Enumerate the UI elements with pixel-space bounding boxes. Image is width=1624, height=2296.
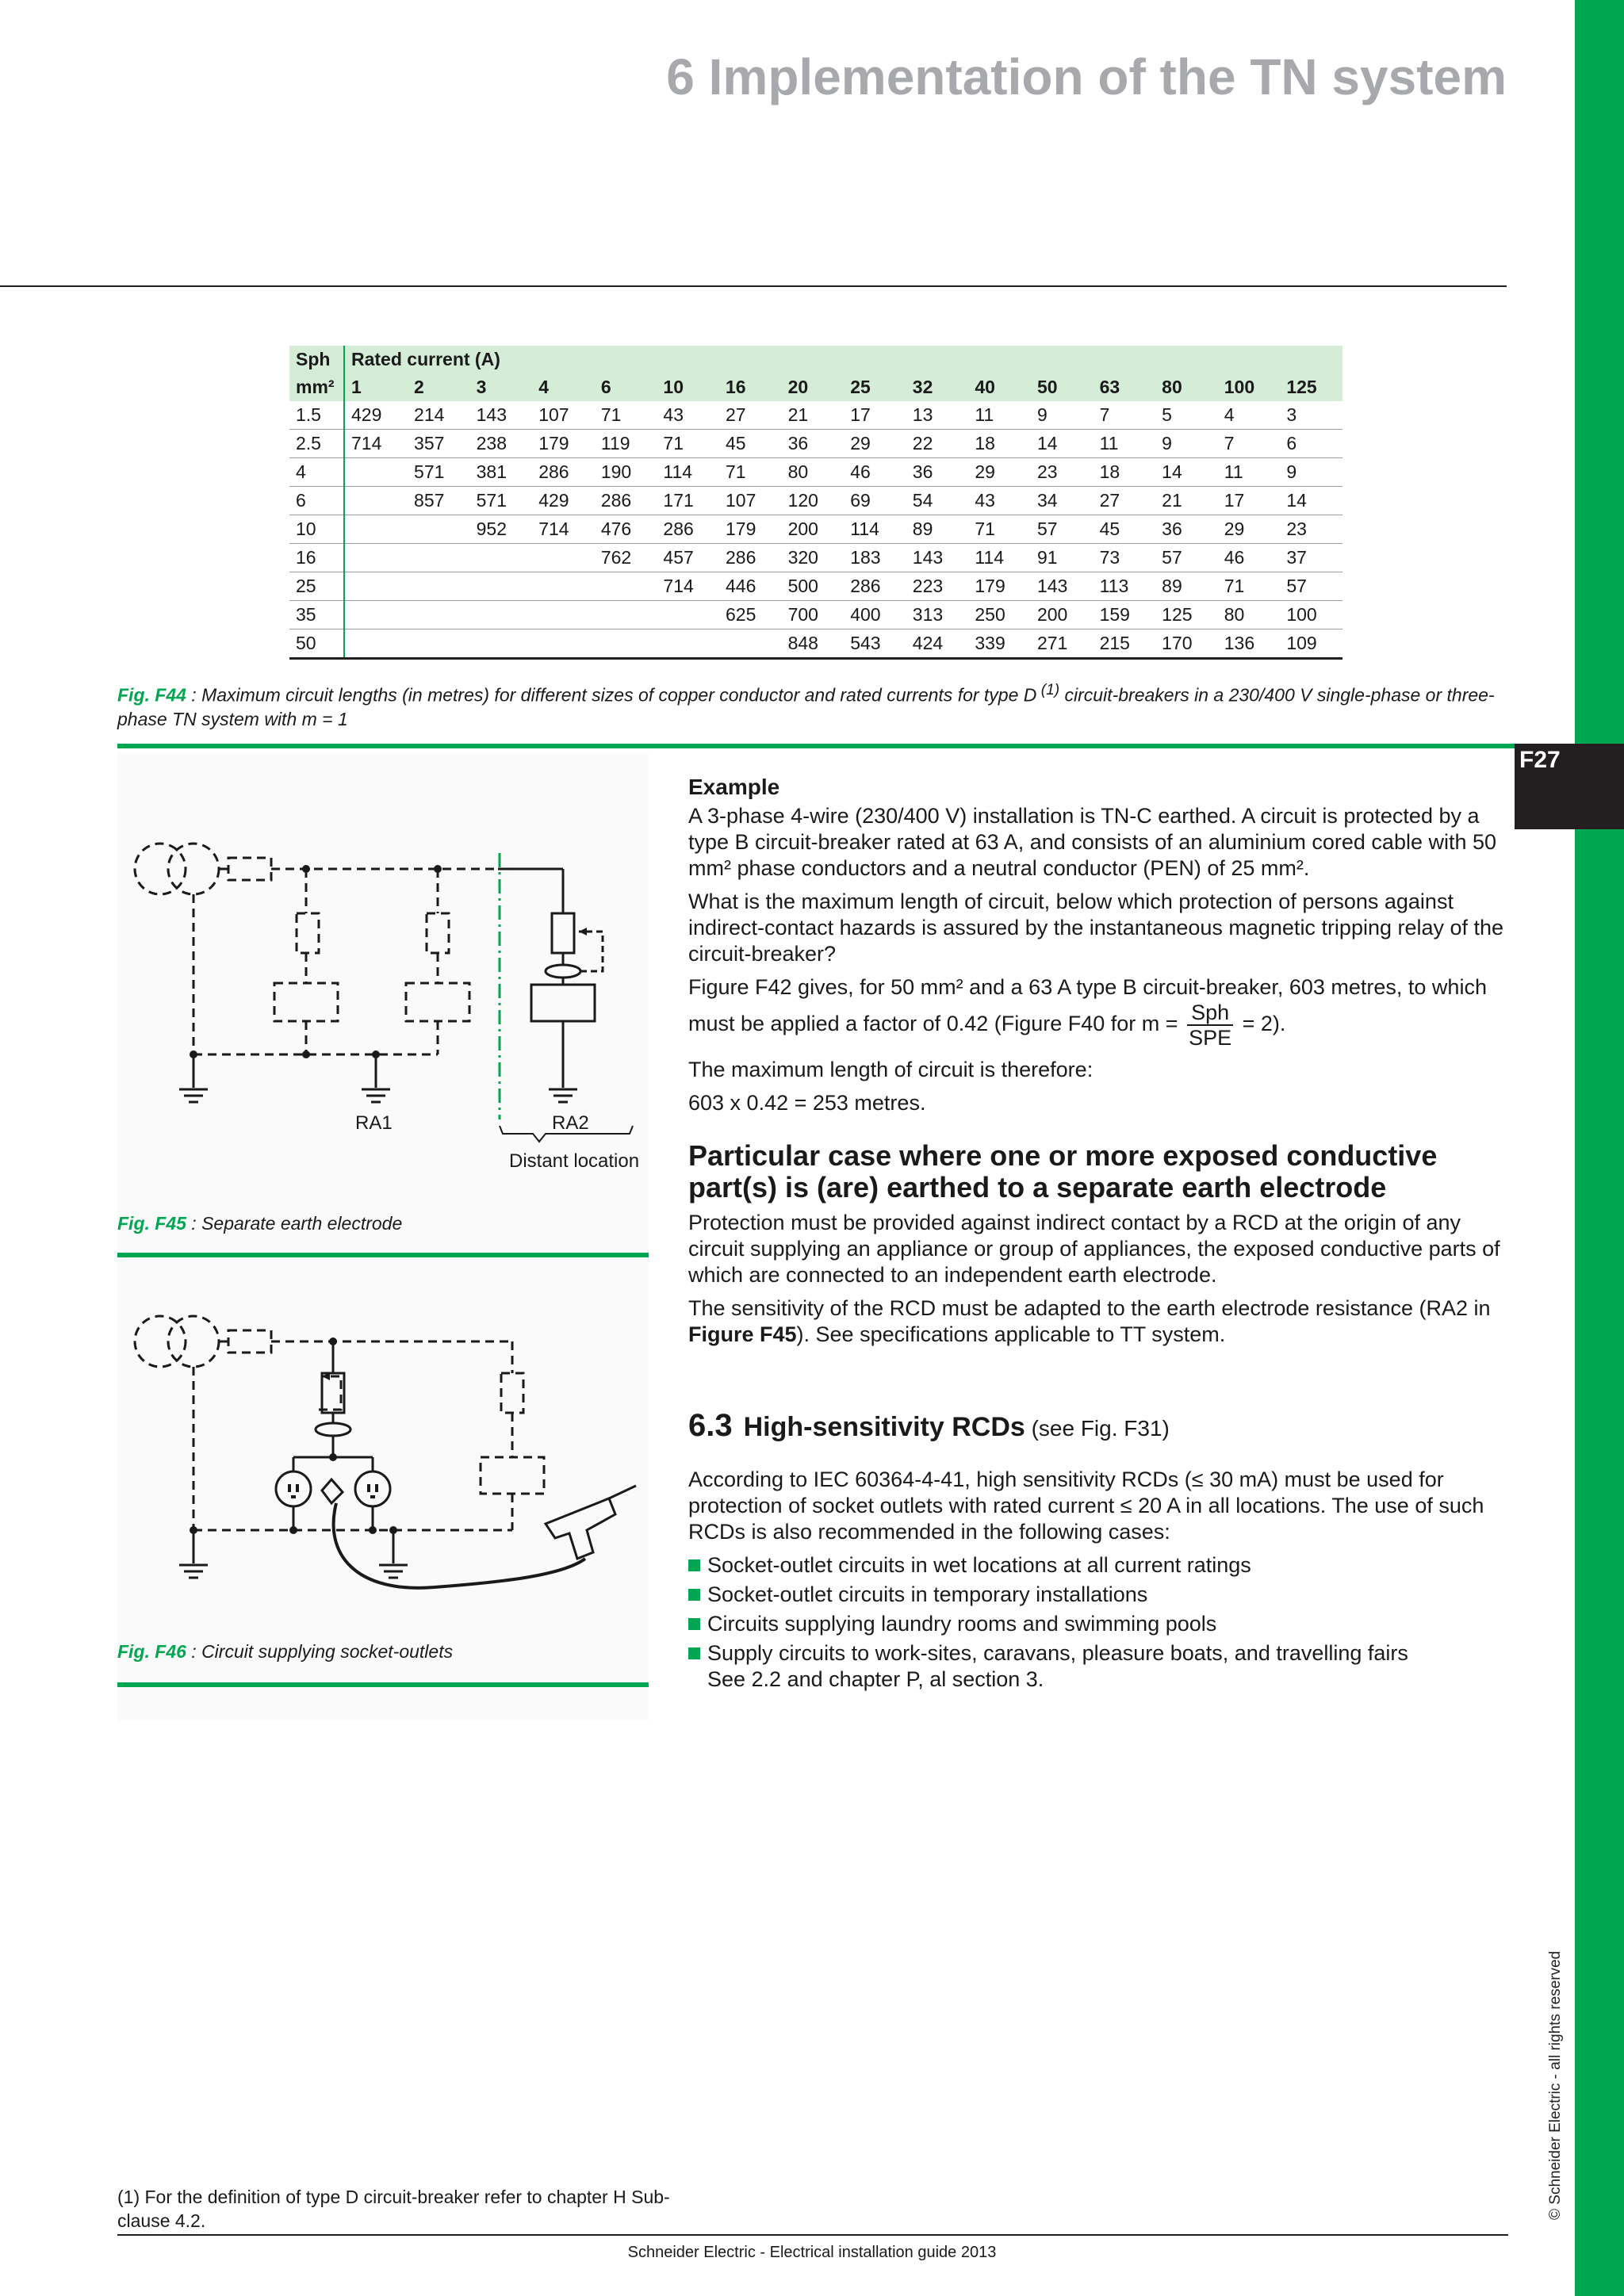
length-cell: [595, 601, 657, 629]
figure-divider: [117, 1253, 649, 1257]
figure-label: Fig. F44: [117, 684, 186, 706]
caption-text-2: circuit-breakers in a 230/400 V single-phase or three-phase TN system with m = 1: [117, 684, 1495, 729]
length-cell: 54: [906, 487, 969, 515]
length-cell: 27: [1094, 487, 1156, 515]
length-cell: 571: [408, 458, 470, 487]
table-row: [289, 430, 1342, 458]
length-cell: [595, 629, 657, 659]
main-text-column: [688, 774, 1513, 1696]
length-cell: 17: [844, 401, 906, 430]
table-row: [289, 401, 1342, 430]
length-cell: 119: [595, 430, 657, 458]
example-text: = 2).: [1242, 1012, 1286, 1036]
length-cell: 9: [1155, 430, 1218, 458]
length-cell: 3: [1280, 401, 1342, 430]
fraction-numerator: Sph: [1187, 1001, 1233, 1026]
length-cell: 114: [657, 458, 719, 487]
length-cell: 18: [1094, 458, 1156, 487]
length-cell: 714: [532, 515, 595, 544]
table-row: [289, 515, 1342, 544]
table-header-sph: Sph: [289, 346, 344, 373]
length-cell: 57: [1280, 572, 1342, 601]
copyright-notice: © Schneider Electric - all rights reserved: [1547, 1950, 1564, 2220]
section-number: 6.3: [688, 1408, 733, 1443]
length-cell: 381: [470, 458, 533, 487]
length-cell: 143: [1031, 572, 1094, 601]
length-cell: 429: [344, 401, 408, 430]
length-cell: 429: [532, 487, 595, 515]
length-cell: 21: [782, 401, 845, 430]
length-cell: [657, 601, 719, 629]
length-cell: 36: [782, 430, 845, 458]
length-cell: 170: [1155, 629, 1218, 659]
conductor-size-cell: 1.5: [289, 401, 344, 430]
length-cell: 14: [1031, 430, 1094, 458]
length-cell: 159: [1094, 601, 1156, 629]
length-cell: 114: [968, 544, 1031, 572]
length-cell: 190: [595, 458, 657, 487]
length-cell: 29: [1218, 515, 1281, 544]
table-header-current: 10: [657, 373, 719, 401]
length-cell: [408, 601, 470, 629]
example-paragraph: What is the maximum length of circuit, below which protection of persons against indirect-contact hazards is assured by the instantaneous magnetic tripping relay of the circuit-breaker?: [688, 890, 1504, 966]
length-cell: [344, 544, 408, 572]
length-cell: 23: [1031, 458, 1094, 487]
table-header-current: 20: [782, 373, 845, 401]
length-cell: 36: [906, 458, 969, 487]
length-cell: 91: [1031, 544, 1094, 572]
length-cell: 543: [844, 629, 906, 659]
length-cell: 27: [719, 401, 782, 430]
length-cell: [719, 629, 782, 659]
length-cell: 313: [906, 601, 969, 629]
ra2-label: RA2: [552, 1112, 589, 1134]
table-row: [289, 601, 1342, 629]
example-paragraph: A 3-phase 4-wire (230/400 V) installation is TN-C earthed. A circuit is protected by a type B circuit-breaker rated at 63 A, and consists of an aluminium cored cable with 50 mm² phase conductors and a neutral conductor (PEN) of 25 mm².: [688, 804, 1497, 880]
figure-f45-diagram: [117, 793, 649, 1189]
figure-divider: [117, 1682, 649, 1687]
length-cell: 22: [906, 430, 969, 458]
length-cell: 114: [844, 515, 906, 544]
length-cell: 238: [470, 430, 533, 458]
length-cell: 200: [1031, 601, 1094, 629]
length-cell: 7: [1218, 430, 1281, 458]
ratio-fraction: [1187, 1001, 1233, 1050]
caption-text: : Separate earth electrode: [186, 1213, 403, 1234]
length-cell: [532, 629, 595, 659]
table-header-current: 40: [968, 373, 1031, 401]
length-cell: 125: [1155, 601, 1218, 629]
length-cell: 762: [595, 544, 657, 572]
figure-f44-caption: [117, 679, 1513, 731]
table-units-row: [289, 373, 1342, 401]
table-row: [289, 458, 1342, 487]
length-cell: 6: [1280, 430, 1342, 458]
length-cell: 46: [844, 458, 906, 487]
length-cell: 45: [1094, 515, 1156, 544]
length-cell: 71: [968, 515, 1031, 544]
length-cell: 89: [906, 515, 969, 544]
distant-location-label: Distant location: [509, 1150, 640, 1172]
length-cell: 700: [782, 601, 845, 629]
section-paragraph: According to IEC 60364-4-41, high sensitivity RCDs (≤ 30 mA) must be used for protection of socket outlets with rated current ≤ 20 A in all locations. The use of such RCDs is also recommended in the following cases:: [688, 1468, 1484, 1544]
length-cell: 23: [1280, 515, 1342, 544]
footnote: (1) For the definition of type D circuit-breaker refer to chapter H Sub-clause 4.2.: [117, 2187, 670, 2231]
length-cell: 34: [1031, 487, 1094, 515]
recommendation-list: [688, 1552, 1513, 1693]
length-cell: 36: [1155, 515, 1218, 544]
length-cell: 29: [968, 458, 1031, 487]
length-cell: 200: [782, 515, 845, 544]
table-header-current: 1: [344, 373, 408, 401]
section-divider: [117, 744, 1515, 748]
list-item-text: Supply circuits to work-sites, caravans, pleasure boats, and travelling fairs: [707, 1641, 1408, 1665]
length-cell: 143: [470, 401, 533, 430]
length-cell: 80: [782, 458, 845, 487]
length-cell: 21: [1155, 487, 1218, 515]
conductor-size-cell: 35: [289, 601, 344, 629]
length-cell: 107: [719, 487, 782, 515]
length-cell: 9: [1031, 401, 1094, 430]
length-cell: 113: [1094, 572, 1156, 601]
list-item: Circuits supplying laundry rooms and swimming pools: [688, 1611, 1513, 1637]
length-cell: 457: [657, 544, 719, 572]
length-cell: 339: [968, 629, 1031, 659]
length-cell: 250: [968, 601, 1031, 629]
length-cell: 286: [532, 458, 595, 487]
header-rule: [0, 285, 1507, 287]
conductor-size-cell: 25: [289, 572, 344, 601]
length-cell: 4: [1218, 401, 1281, 430]
length-cell: 857: [408, 487, 470, 515]
length-cell: 13: [906, 401, 969, 430]
length-cell: 848: [782, 629, 845, 659]
length-cell: 625: [719, 601, 782, 629]
length-cell: [657, 629, 719, 659]
table-row: [289, 544, 1342, 572]
section-reference: (see Fig. F31): [1025, 1416, 1170, 1441]
length-cell: 446: [719, 572, 782, 601]
length-cell: 45: [719, 430, 782, 458]
table-header-current: 3: [470, 373, 533, 401]
figure-reference: Figure F45: [688, 1322, 797, 1346]
list-item: Socket-outlet circuits in temporary installations: [688, 1582, 1513, 1608]
length-cell: 14: [1155, 458, 1218, 487]
table-header-current: 16: [719, 373, 782, 401]
length-cell: 7: [1094, 401, 1156, 430]
length-cell: 43: [657, 401, 719, 430]
length-cell: 43: [968, 487, 1031, 515]
length-cell: [344, 629, 408, 659]
length-cell: 271: [1031, 629, 1094, 659]
length-cell: 214: [408, 401, 470, 430]
table-row: [289, 572, 1342, 601]
length-cell: 286: [595, 487, 657, 515]
length-cell: 714: [657, 572, 719, 601]
length-cell: 223: [906, 572, 969, 601]
table-header-current: 63: [1094, 373, 1156, 401]
length-cell: 714: [344, 430, 408, 458]
length-cell: [532, 601, 595, 629]
ra1-label: RA1: [355, 1112, 393, 1134]
table-header-current: 80: [1155, 373, 1218, 401]
length-cell: 286: [719, 544, 782, 572]
length-cell: [408, 544, 470, 572]
chapter-title: 6 Implementation of the TN system: [666, 48, 1507, 105]
section-title: High-sensitivity RCDs: [743, 1412, 1025, 1442]
length-cell: 80: [1218, 601, 1281, 629]
length-cell: 143: [906, 544, 969, 572]
length-cell: 18: [968, 430, 1031, 458]
table-header-row: [289, 346, 1342, 373]
list-item: Socket-outlet circuits in wet locations at all current ratings: [688, 1552, 1513, 1578]
length-cell: [532, 572, 595, 601]
length-cell: [470, 572, 533, 601]
length-cell: 179: [968, 572, 1031, 601]
length-cell: [470, 544, 533, 572]
length-cell: 183: [844, 544, 906, 572]
length-cell: [344, 601, 408, 629]
figure-f46-caption: [117, 1640, 641, 1663]
figure-f46-diagram: [117, 1284, 649, 1617]
example-heading: Example: [688, 775, 780, 799]
length-cell: 9: [1280, 458, 1342, 487]
length-cell: 357: [408, 430, 470, 458]
length-cell: 5: [1155, 401, 1218, 430]
example-paragraph: [688, 974, 1513, 1050]
length-cell: 71: [1218, 572, 1281, 601]
length-cell: 571: [470, 487, 533, 515]
length-cell: 109: [1280, 629, 1342, 659]
list-item: [688, 1640, 1513, 1693]
length-cell: 500: [782, 572, 845, 601]
example-result: 603 x 0.42 = 253 metres.: [688, 1091, 926, 1115]
length-cell: 89: [1155, 572, 1218, 601]
length-cell: [344, 515, 408, 544]
max-length-table: [289, 346, 1342, 660]
length-cell: [408, 515, 470, 544]
length-cell: 107: [532, 401, 595, 430]
table-header-rated-current: Rated current (A): [344, 346, 1342, 373]
footnote-marker: (1): [1036, 682, 1060, 698]
length-cell: 14: [1280, 487, 1342, 515]
paragraph-text: ). See specifications applicable to TT system.: [796, 1322, 1226, 1346]
length-cell: 320: [782, 544, 845, 572]
table-header-current: 125: [1280, 373, 1342, 401]
conductor-size-cell: 10: [289, 515, 344, 544]
length-cell: 286: [657, 515, 719, 544]
particular-paragraph: [688, 1295, 1513, 1348]
table-header-current: 25: [844, 373, 906, 401]
length-cell: 179: [532, 430, 595, 458]
table-row: [289, 629, 1342, 659]
length-cell: 286: [844, 572, 906, 601]
length-cell: 400: [844, 601, 906, 629]
length-cell: [344, 487, 408, 515]
length-cell: 120: [782, 487, 845, 515]
length-cell: [470, 601, 533, 629]
length-cell: 11: [1218, 458, 1281, 487]
page-footer: Schneider Electric - Electrical installation guide 2013: [627, 2244, 997, 2261]
conductor-size-cell: 6: [289, 487, 344, 515]
length-cell: [595, 572, 657, 601]
length-cell: 424: [906, 629, 969, 659]
length-cell: 29: [844, 430, 906, 458]
length-cell: [408, 629, 470, 659]
see-reference: See 2.2 and chapter P, al section 3.: [707, 1667, 1044, 1691]
length-cell: 11: [1094, 430, 1156, 458]
page-number-tab: F27: [1515, 744, 1624, 829]
fraction-denominator: SPE: [1189, 1026, 1232, 1050]
green-side-bar: [1575, 0, 1624, 2296]
table-header-current: 100: [1218, 373, 1281, 401]
length-cell: [408, 572, 470, 601]
table-header-current: 32: [906, 373, 969, 401]
table-header-unit: mm²: [289, 373, 344, 401]
length-cell: 57: [1031, 515, 1094, 544]
length-cell: 952: [470, 515, 533, 544]
figure-f45-caption: [117, 1211, 641, 1235]
length-cell: 71: [657, 430, 719, 458]
length-cell: 11: [968, 401, 1031, 430]
table-header-current: 50: [1031, 373, 1094, 401]
caption-text: : Maximum circuit lengths (in metres) for different sizes of copper conductor and rated currents for type D: [186, 684, 1037, 706]
caption-text: : Circuit supplying socket-outlets: [186, 1641, 454, 1662]
example-paragraph: The maximum length of circuit is therefore:: [688, 1058, 1094, 1081]
paragraph-text: The sensitivity of the RCD must be adapted to the earth electrode resistance (RA2 in: [688, 1296, 1491, 1320]
length-cell: 46: [1218, 544, 1281, 572]
length-cell: [532, 544, 595, 572]
table-header-current: 4: [532, 373, 595, 401]
length-cell: 57: [1155, 544, 1218, 572]
length-cell: [470, 629, 533, 659]
length-cell: 17: [1218, 487, 1281, 515]
section-6-3-heading: [688, 1410, 1513, 1445]
table-row: [289, 487, 1342, 515]
conductor-size-cell: 16: [289, 544, 344, 572]
length-cell: 215: [1094, 629, 1156, 659]
length-cell: 179: [719, 515, 782, 544]
length-cell: 37: [1280, 544, 1342, 572]
length-cell: 71: [595, 401, 657, 430]
length-cell: [344, 458, 408, 487]
length-cell: 476: [595, 515, 657, 544]
length-cell: 171: [657, 487, 719, 515]
length-cell: 69: [844, 487, 906, 515]
example-text: Figure F42 gives, for 50 mm² and a 63 A type B circuit-breaker, 603 metres, to which must be applied a factor of 0.42 (Figure F40 for m =: [688, 975, 1487, 1036]
length-cell: 73: [1094, 544, 1156, 572]
figure-label: Fig. F45: [117, 1213, 186, 1234]
figure-label: Fig. F46: [117, 1641, 186, 1662]
conductor-size-cell: 4: [289, 458, 344, 487]
conductor-size-cell: 50: [289, 629, 344, 659]
conductor-size-cell: 2.5: [289, 430, 344, 458]
table-header-current: 6: [595, 373, 657, 401]
length-cell: 100: [1280, 601, 1342, 629]
particular-case-heading: Particular case where one or more exposed conductive part(s) is (are) earthed to a separate earth electrode: [688, 1139, 1438, 1203]
length-cell: [344, 572, 408, 601]
table-header-current: 2: [408, 373, 470, 401]
length-cell: 136: [1218, 629, 1281, 659]
particular-paragraph: Protection must be provided against indirect contact by a RCD at the origin of any circuit supplying an appliance or group of appliances, the exposed conductive parts of which are connected to an independent earth electrode.: [688, 1211, 1500, 1287]
length-cell: 71: [719, 458, 782, 487]
footer-rule: [117, 2234, 1508, 2236]
